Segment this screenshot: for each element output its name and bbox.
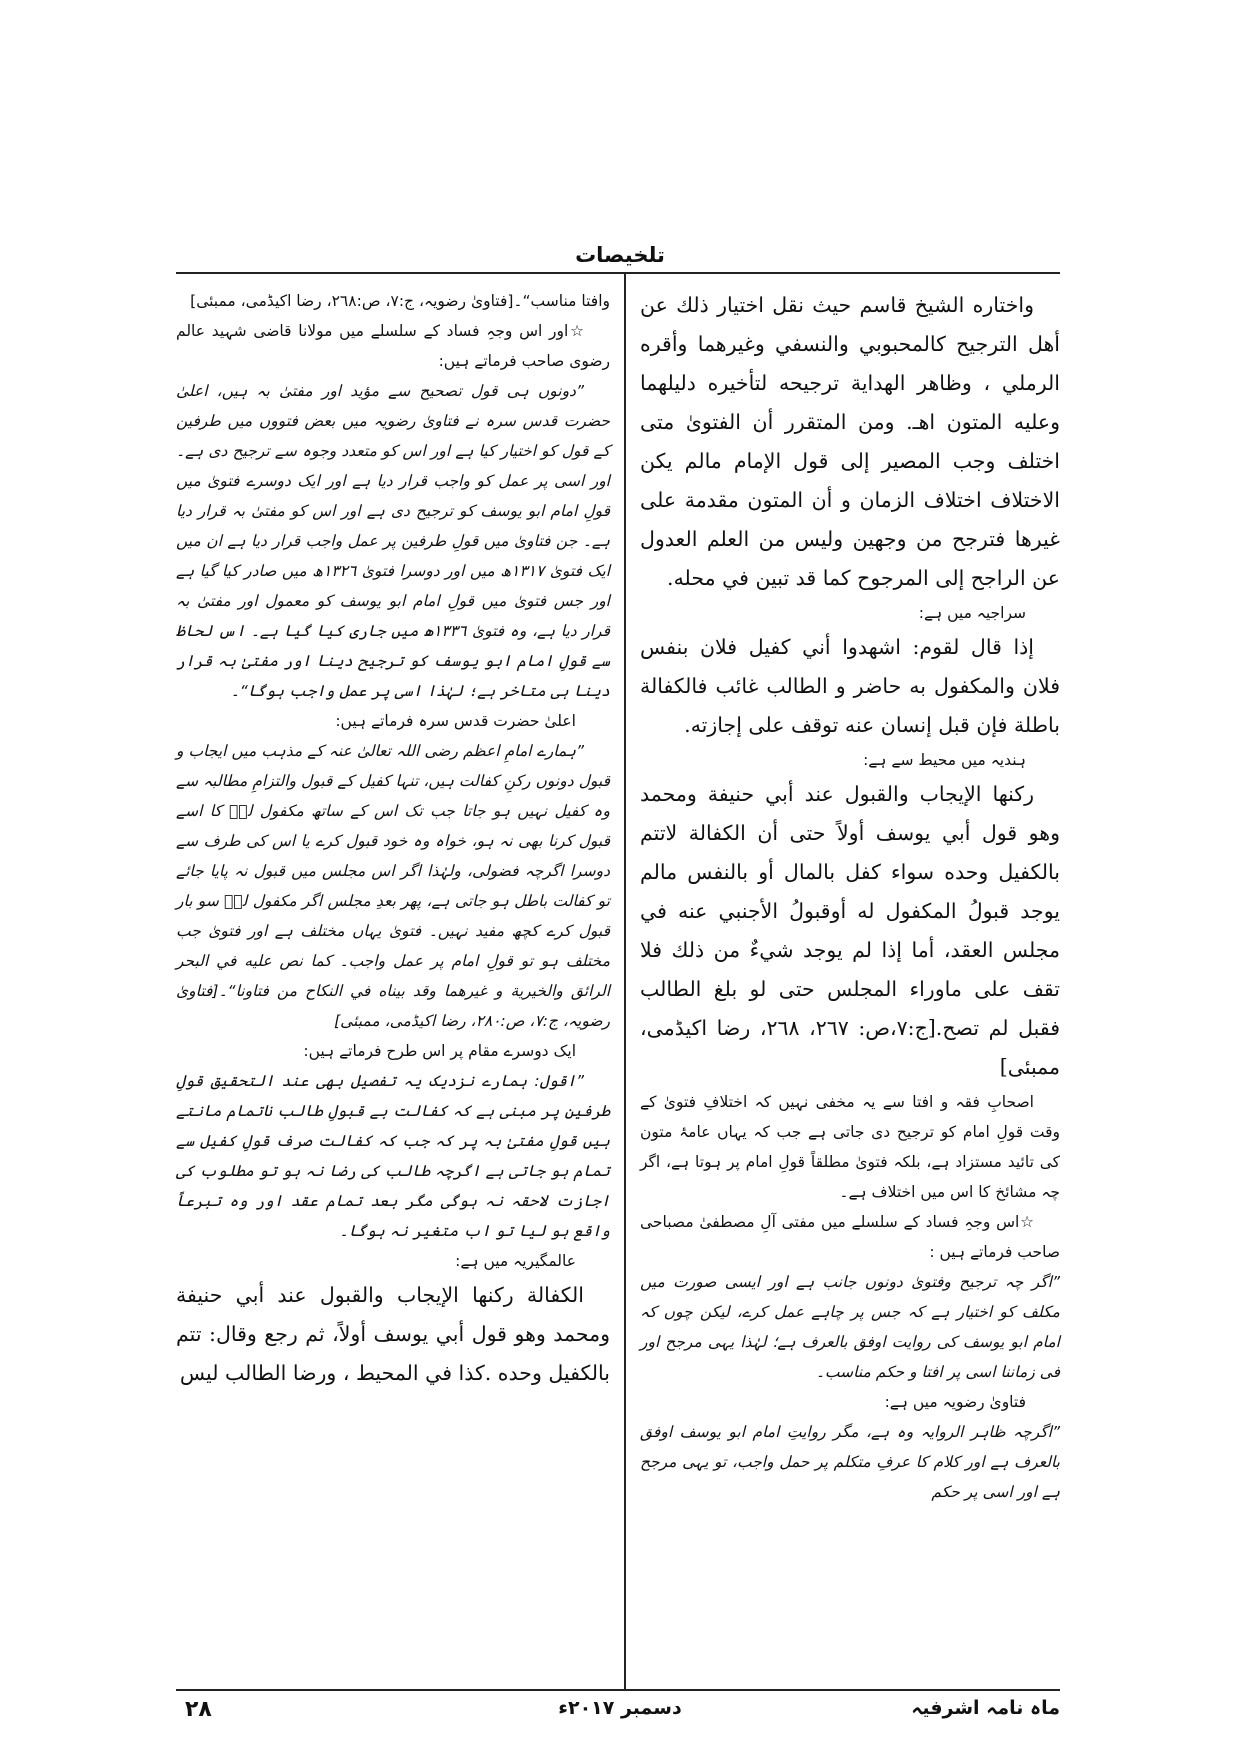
page-number: ۲۸ (185, 1697, 212, 1722)
urdu-paragraph: ”دونوں ہی قول تصحیح سے مؤید اور مفتیٰ بہ ہیں، اعلیٰ حضرت قدس سرہ نے فتاویٰ رضویہ میں بعض فتووں میں طرفین کے قول کو اختیار کیا ہے اور اس کو متعدد وجوہ سے ترجیح دی ہے۔ اور اسی پر عمل کو واجب قرار دیا ہے اور ایک دوسرے فتویٰ میں قولِ امام ابو یوسف کو ترجیح دی ہے اور اس کو مفتیٰ بہ قرار دیا ہے۔ جن فتاویٰ میں قولِ طرفین پر عمل واجب قرار دیا ہے ان میں ایک فتویٰ ١٣١٧ھ میں اور دوسرا فتویٰ ١٣٢٦ھ میں صادر کیا گیا ہے اور جس فتویٰ میں قولِ امام ابو یوسف کو معمول اور مفتیٰ بہ قرار دیا ہے، وہ فتویٰ ١٣٣٦ھ میں جاری کیا گیا ہے۔ اس لحاظ سے قولِ امام ابو یوسف کو ترجیح دینا اور مفتیٰ بہ قرار دینا ہی متاخر ہے؛ لہٰذا اسی پر عمل واجب ہوگا“۔ (176, 382, 610, 700)
source-label: عالمگیریہ میں ہے: (455, 1252, 576, 1270)
footer-magazine-name: ماہ نامہ اشرفیہ (911, 1697, 1060, 1719)
right-column (640, 286, 1060, 1507)
footer-rule (176, 1689, 1060, 1691)
left-column (176, 286, 610, 1393)
arabic-paragraph: الكفالة ركنها الإيجاب والقبول عند أبي حنيفة ومحمد وهو قول أبي يوسف أولاً، ثم رجع وقال: تتم بالكفيل وحده .كذا في المحيط ، ورضا الطالب ليس (176, 1283, 610, 1385)
source-label: اعلیٰ حضرت قدس سرہ فرماتے ہیں: (335, 712, 576, 730)
urdu-paragraph: وافتا مناسب“۔[فتاویٰ رضویہ، ج:٧، ص:٢٦٨، رضا اکیڈمی، ممبئی] (190, 292, 610, 310)
urdu-paragraph: ”اقول: ہمارے نزدیک یہ تفصیل بھی عند التحقیق قولِ طرفین پر مبنی ہے کہ کفالت بے قبولِ طالب ناتمام مانتے ہیں قولِ مفتیٰ بہ پر کہ جب کہ کفالت صرف قولِ کفیل سے تمام ہو جاتی ہے اگرچہ طالب کی رضا نہ ہو تو مطلوب کی اجازت لاحقہ نہ ہوگی مگر بعد تمام عقد اور وہ تبرعاً واقع ہو لیا تو اب متغیر نہ ہوگا۔ (176, 1072, 610, 1240)
header-rule (176, 272, 1060, 274)
urdu-paragraph: اصحابِ فقہ و افتا سے یہ مخفی نہیں کہ اختلافِ فتویٰ کے وقت قولِ امام کو ترجیح دی جاتی ہے جب کہ یہاں عامۂ متون کی تائید مستزاد ہے، بلکہ فتویٰ مطلقاً قولِ امام پر ہوتا ہے، اگر چہ مشائخ کا اس میں اختلاف ہے۔ (640, 1093, 1060, 1201)
source-label: سراجیہ میں ہے: (918, 604, 1026, 622)
column-divider (624, 274, 626, 1689)
urdu-paragraph: ”اگرچہ ظاہر الروایہ وہ ہے، مگر روایتِ امام ابو یوسف اوفق بالعرف ہے اور کلام کا عرفِ متکلم پر حمل واجب، تو یہی مرجح ہے اور اسی پر حکم (640, 1423, 1060, 1501)
urdu-paragraph: ☆اس وجہِ فساد کے سلسلے میں مفتی آلِ مصطفیٰ مصباحی صاحب فرماتے ہیں : (640, 1213, 1060, 1261)
running-header-title: تلخیصات (575, 243, 665, 267)
arabic-paragraph: إذا قال لقوم: اشهدوا أني كفيل فلان بنفس فلان والمكفول به حاضر و الطالب غائب فالكفالة باطلة فإن قبل إنسان عنه توقف على إجازته. (640, 635, 1060, 737)
urdu-paragraph: ”ہمارے امامِ اعظم رضی اللہ تعالیٰ عنہ کے مذہب میں ایجاب و قبول دونوں رکنِ کفالت ہیں، تنہا کفیل کے قبول والتزامِ مطالبہ سے وہ کفیل نہیں ہو جاتا جب تک اس کے ساتھ مکفول لہٗ کا اسے قبول کرنا بھی نہ ہو، خواہ وہ خود قبول کرے یا اس کی طرف سے دوسرا اگرچہ فضولی، ولہٰذا اگر اس مجلس میں قبول نہ پایا جائے تو کفالت باطل ہو جاتی ہے، پھر بعدِ مجلس اگر مکفول لہٗ سو بار قبول کرے کچھ مفید نہیں۔ فتویٰ یہاں مختلف ہے اور فتویٰ جب مختلف ہو تو قولِ امام پر عمل واجب۔ کما نص عليه في البحر الرائق والخيرية و غيرهما وقد بيناه في النكاح من فتاونا“۔[فتاویٰ رضویہ، ج:٧، ص:٢٨٠، رضا اکیڈمی، ممبئی] (176, 742, 610, 1030)
arabic-paragraph: ركنها الإيجاب والقبول عند أبي حنيفة ومحمد وهو قول أبي يوسف أولاً حتى أن الكفالة لاتتم بالكفيل وحده سواء كفل بالمال أو بالنفس مالم يوجد قبولُ المكفول له أوقبولُ الأجنبي عنه في مجلس العقد، أما إذا لم يوجد شيءٌ من ذلك فلا تقف على ماوراء المجلس حتى لو بلغ الطالب فقبل لم تصح.[ج:٧،ص: ٢٦٧، ٢٦٨، رضا اکیڈمی، ممبئی] (640, 782, 1060, 1079)
source-label: فتاویٰ رضویہ میں ہے: (884, 1393, 1026, 1411)
footer-issue-date: دسمبر ۲۰۱۷ء (558, 1697, 682, 1719)
source-label: ایک دوسرے مقام پر اس طرح فرماتے ہیں: (303, 1042, 576, 1060)
source-label: ہندیہ میں محیط سے ہے: (863, 751, 1026, 769)
arabic-paragraph: واختاره الشيخ قاسم حيث نقل اختيار ذلك عن أهل الترجيح كالمحبوبي والنسفي وغيرهما وأقره الرملي ، وظاهر الهداية ترجيحه لتأخيره دليلهما وعليه المتون اهـ. ومن المتقرر أن الفتوىٰ متى اختلف وجب المصير إلى قول الإمام مالم يكن الاختلاف اختلاف الزمان و أن المتون مقدمة على غيرها فترجح من وجهين وليس من العلم العدول عن الراجح إلى المرجوح كما قد تبين في محله. (640, 293, 1060, 590)
urdu-paragraph: ☆اور اس وجہِ فساد کے سلسلے میں مولانا قاضی شہید عالم رضوی صاحب فرماتے ہیں: (176, 322, 610, 370)
urdu-paragraph: ”اگر چہ ترجیح وفتویٰ دونوں جانب ہے اور ایسی صورت میں مکلف کو اختیار ہے کہ جس پر چاہے عمل کرے، لیکن چوں کہ امام ابو یوسف کی روایت اوفق بالعرف ہے؛ لہٰذا یہی مرجح اور فی زماننا اسی پر افتا و حکم مناسب۔ (640, 1273, 1060, 1381)
